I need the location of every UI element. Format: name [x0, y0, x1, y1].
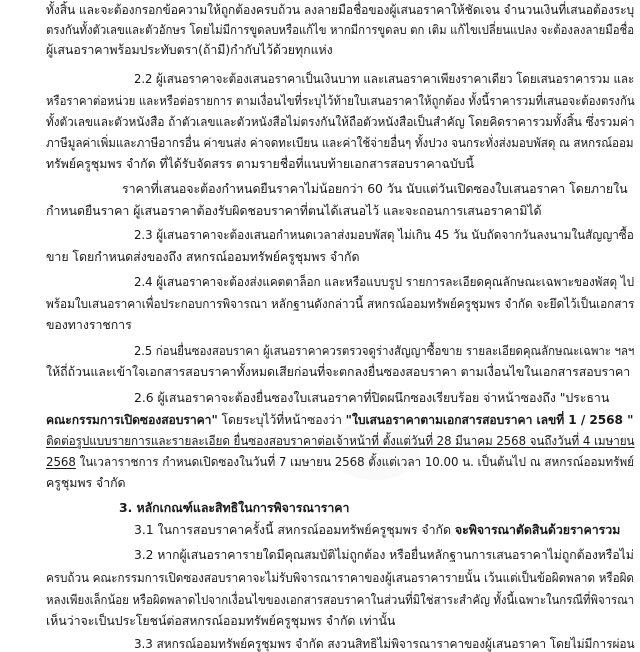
body-line: ภาษีมูลค่าเพิ่มและภาษีอากรอื่น ค่าขนส่ง ค่าจดทะเบียน และค่าใช้จ่ายอื่นๆ ทั้งปวง จนกระทั่งส่งมอบพัสดุ ณ สหกรณ์ออม: [46, 135, 634, 150]
body-line: ครูชุมพร จำกัด: [46, 475, 126, 490]
body-line: หรือราคาต่อหน่วย และหรือต่อรายการ ตามเงื่อนไขที่ระบุไว้ท้ายใบเสนอราคาให้ถูกต้อง ทั้งนี้ราคารวมที่เสนอจะต้องตรงกัน: [46, 93, 635, 108]
body-line-mixed: [46, 454, 634, 470]
section-3-heading: 3. หลักเกณฑ์และสิทธิในการพิจารณาราคา: [119, 500, 350, 515]
body-line: หลงเพียงเล็กน้อย หรือผิดพลาดไปจากเงื่อนไขของเอกสารสอบราคาในส่วนที่มิใช่สาระสำคัญ ทั้งนี้เฉพาะในกรณีที่พิจารณา: [46, 592, 635, 607]
envelope-addressee: คณะกรรมการเปิดซองสอบราคา": [46, 412, 218, 427]
submission-dates-line: ติดต่อรูปแบบรายการและรายละเอียด ยื่นซองสอบราคาต่อเจ้าหน้าที่ ตั้งแต่วันที่ 28 มีนาคม 2568 จนถึงวันที่ 4 เมษายน: [46, 433, 635, 448]
body-line: ของทางราชการ: [46, 317, 132, 332]
envelope-label: "ใบเสนอราคาตามเอกสารสอบราคา เลขที่ 1 / 2568 ": [345, 412, 634, 427]
body-line: ครบถ้วน คณะกรรมการเปิดซองสอบราคาจะไม่รับพิจารณาราคาของผู้เสนอราคารายนั้น เว้นแต่เป็นข้อผิดพลาด หรือผิด: [46, 570, 634, 585]
body-line: กำหนดยืนราคา ผู้เสนอราคาต้องรับผิดชอบราคาที่ตนได้เสนอไว้ และจะถอนการเสนอราคามิได้: [46, 203, 542, 218]
opening-date-text: ในเวลาราชการ กำหนดเปิดซองในวันที่ 7 เมษายน 2568 ตั้งแต่เวลา 10.00 น. เป็นต้นไป ณ สหกรณ์ออมทรัพย์: [75, 454, 634, 469]
paragraph-3-1: 3.1 ในการสอบราคาครั้งนี้ สหกรณ์ออมทรัพย์ครูชุมพร จำกัด: [134, 522, 455, 537]
paragraph-3-2: 3.2 หากผู้เสนอราคารายใดมีคุณสมบัติไม่ถูกต้อง หรือยื่นหลักฐานการเสนอราคาไม่ถูกต้องหรือไม่: [134, 547, 634, 562]
paragraph-2-2: 2.2 ผู้เสนอราคาจะต้องเสนอราคาเป็นเงินบาท และเสนอราคาเพียงราคาเดียว โดยเสนอราคารวม และ: [134, 71, 635, 86]
paragraph-2-5: 2.5 ก่อนยื่นซองสอบราคา ผู้เสนอราคาควรตรวจดูร่างสัญญาซื้อขาย รายละเอียดคุณลักษณะเฉพาะ ฯลฯ: [134, 343, 635, 358]
body-line: ทรัพย์ครูชุมพร จำกัด ที่ได้รับจัดสรร ตามรายชื่อที่แนบท้ายเอกสารสอบราคาฉบับนี้: [46, 156, 474, 171]
paragraph-3-3: 3.3 สหกรณ์ออมทรัพย์ครูชุมพร จำกัด สงวนสิทธิไม่พิจารณาราคาของผู้เสนอราคา โดยไม่มีการผ่อน: [134, 636, 635, 651]
submission-year: 2568: [46, 454, 76, 469]
paragraph-2-4: 2.4 ผู้เสนอราคาจะต้องส่งแคตตาล็อก และหรือแบบรูป รายการละเอียดคุณลักษณะเฉพาะของพัสดุ ไป: [134, 274, 634, 289]
paragraph-2-3: 2.3 ผู้เสนอราคาจะต้องเสนอกำหนดเวลาส่งมอบพัสดุ ไม่เกิน 45 วัน นับถัดจากวันลงนามในสัญญาซื้อ: [134, 227, 634, 242]
body-line: เห็นว่าจะเป็นประโยชน์ต่อสหกรณ์ออมทรัพย์ครูชุมพร จำกัด เท่านั้น: [46, 613, 396, 628]
body-line: ขาย โดยกำหนดส่งของถึง สหกรณ์ออมทรัพย์ครูชุมพร จำกัด: [46, 249, 360, 264]
price-validity-line: ราคาที่เสนอจะต้องกำหนดยืนราคาไม่น้อยกว่า 60 วัน นับแต่วันเปิดซองใบเสนอราคา โดยภายใน: [122, 181, 628, 196]
body-line: ตรงกันทั้งตัวเลขและตัวอักษร โดยไม่มีการขูดลบหรือแก้ไข หากมีการขูดลบ ตก เติม แก้ไขเปลี่ยนแปลง จะต้องลงลายมือชื่อ: [46, 22, 635, 37]
scan-smudge: [330, 420, 420, 480]
body-line: ทั้งสิ้น และจะต้องกรอกข้อความให้ถูกต้องครบถ้วน ลงลายมือชื่อของผู้เสนอราคาให้ชัดเจน จำนวนเงินที่เสนอต้องระบุ: [46, 2, 635, 17]
award-criterion: จะพิจารณาตัดสินด้วยราคารวม: [454, 522, 621, 537]
paragraph-2-6: 2.6 ผู้เสนอราคาจะต้องยื่นซองใบเสนอราคาที่ปิดผนึกซองเรียบร้อย จ่าหน้าซองถึง "ประธาน: [134, 390, 610, 405]
body-line: พร้อมใบเสนอราคาเพื่อประกอบการพิจารณา หลักฐานดังกล่าวนี้ สหกรณ์ออมทรัพย์ครูชุมพร จำกัด จะยึดไว้เป็นเอกสาร: [46, 296, 635, 311]
body-line-mixed: [134, 522, 620, 538]
body-line: ทั้งตัวเลขและตัวหนังสือ ถ้าตัวเลขและตัวหนังสือไม่ตรงกันให้ถือตัวหนังสือเป็นสำคัญ โดยคิดราคารวมทั้งสิ้น ซึ่งรวมค่า: [46, 114, 635, 129]
body-line-mixed: [46, 412, 633, 428]
body-line: ให้ถี่ถ้วนและเข้าใจเอกสารสอบราคาทั้งหมดเสียก่อนที่จะตกลงยื่นซองสอบราคา ตามเงื่อนไขในเอกสารสอบราคา: [46, 364, 631, 379]
body-line: ผู้เสนอราคาพร้อมประทับตรา(ถ้ามี)กำกับไว้ด้วยทุกแห่ง: [46, 42, 333, 57]
envelope-instruction: โดยระบุไว้ที่หน้าซองว่า: [217, 412, 346, 427]
